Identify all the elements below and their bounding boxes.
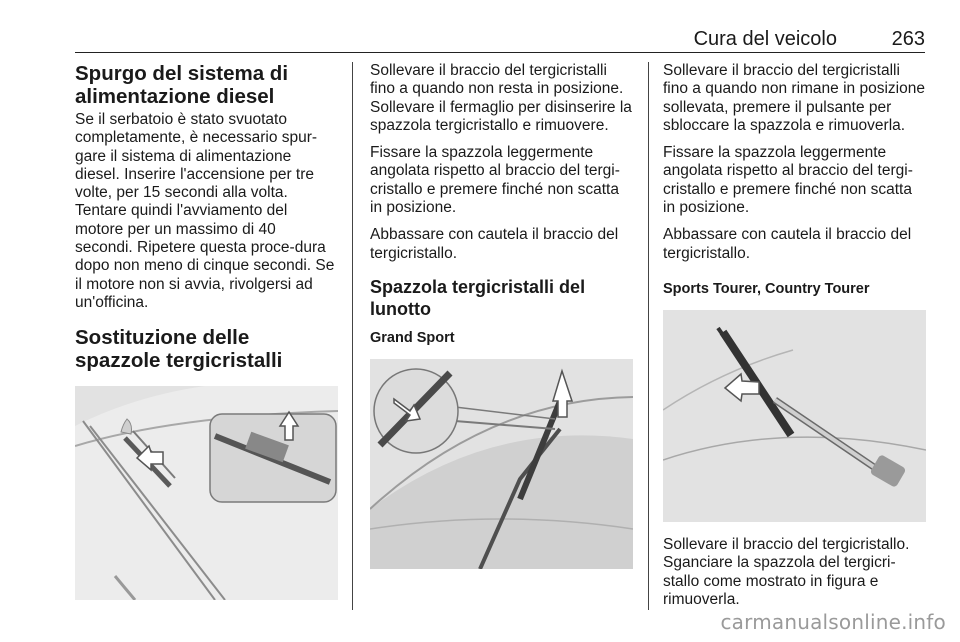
watermark: carmanualsonline.info bbox=[720, 610, 946, 634]
para-remove-rear-blade: Sollevare il braccio del tergicristallo. Sganciare la spazzola del tergicri-stallo come mostrato in figura e rimuoverla. bbox=[663, 535, 910, 608]
para-lower-rear-arm: Abbassare con cautela il braccio del tergicristallo. bbox=[663, 226, 912, 262]
column-2 bbox=[370, 62, 634, 569]
para-raise-arm: Sollevare il braccio del tergicristalli fino a quando non resta in posizione. Sollevare il fermaglio per disinserire la spazzola tergicristallo e rimuovere. bbox=[370, 62, 632, 134]
para-fuel-purge: Se il serbatoio è stato svuotato completamente, è necessario spur-gare il sistema di alimentazione diesel. Inserire l'accensione per tre volte, per 15 secondi alla volta. Tentare quindi l'avviamento del motore per un massimo di 40 secondi. Ripetere questa proce-dura dopo non meno di cinque secondi. Se il motore non si avvia, rivolgersi ad un'officina. bbox=[75, 111, 335, 311]
column-1 bbox=[75, 62, 337, 600]
subheading-grand-sport: Grand Sport bbox=[370, 329, 455, 346]
section-title: Cura del veicolo bbox=[693, 28, 837, 50]
para-attach-rear-blade: Fissare la spazzola leggermente angolata rispetto al braccio del tergi-cristallo e premere finché non scatta in posizione. bbox=[663, 144, 913, 217]
figure-front-wiper bbox=[75, 386, 338, 600]
page-header bbox=[75, 28, 925, 53]
heading-wiper-replacement: Sostituzione delle spazzole tergicristalli bbox=[75, 326, 283, 373]
para-raise-rear-arm: Sollevare il braccio del tergicristalli fino a quando non rimane in posizione sollevata, premere il pulsante per sbloccare la spazzola e rimuoverla. bbox=[663, 62, 925, 134]
figure-rear-wiper-grand-sport bbox=[370, 359, 633, 569]
para-lower-arm: Abbassare con cautela il braccio del tergicristallo. bbox=[370, 226, 619, 262]
figure-rear-wiper-sports-tourer bbox=[663, 310, 926, 522]
column-divider-2 bbox=[648, 62, 649, 610]
subheading-sports-tourer: Sports Tourer, Country Tourer bbox=[663, 280, 870, 297]
column-divider-1 bbox=[352, 62, 353, 610]
heading-rear-wiper: Spazzola tergicristalli del lunotto bbox=[370, 276, 586, 319]
heading-fuel-purge: Spurgo del sistema di alimentazione diesel bbox=[75, 62, 289, 108]
column-3 bbox=[663, 62, 927, 609]
para-attach-blade: Fissare la spazzola leggermente angolata rispetto al braccio del tergi-cristallo e premere finché non scatta in posizione. bbox=[370, 144, 620, 217]
page-number: 263 bbox=[891, 28, 925, 50]
